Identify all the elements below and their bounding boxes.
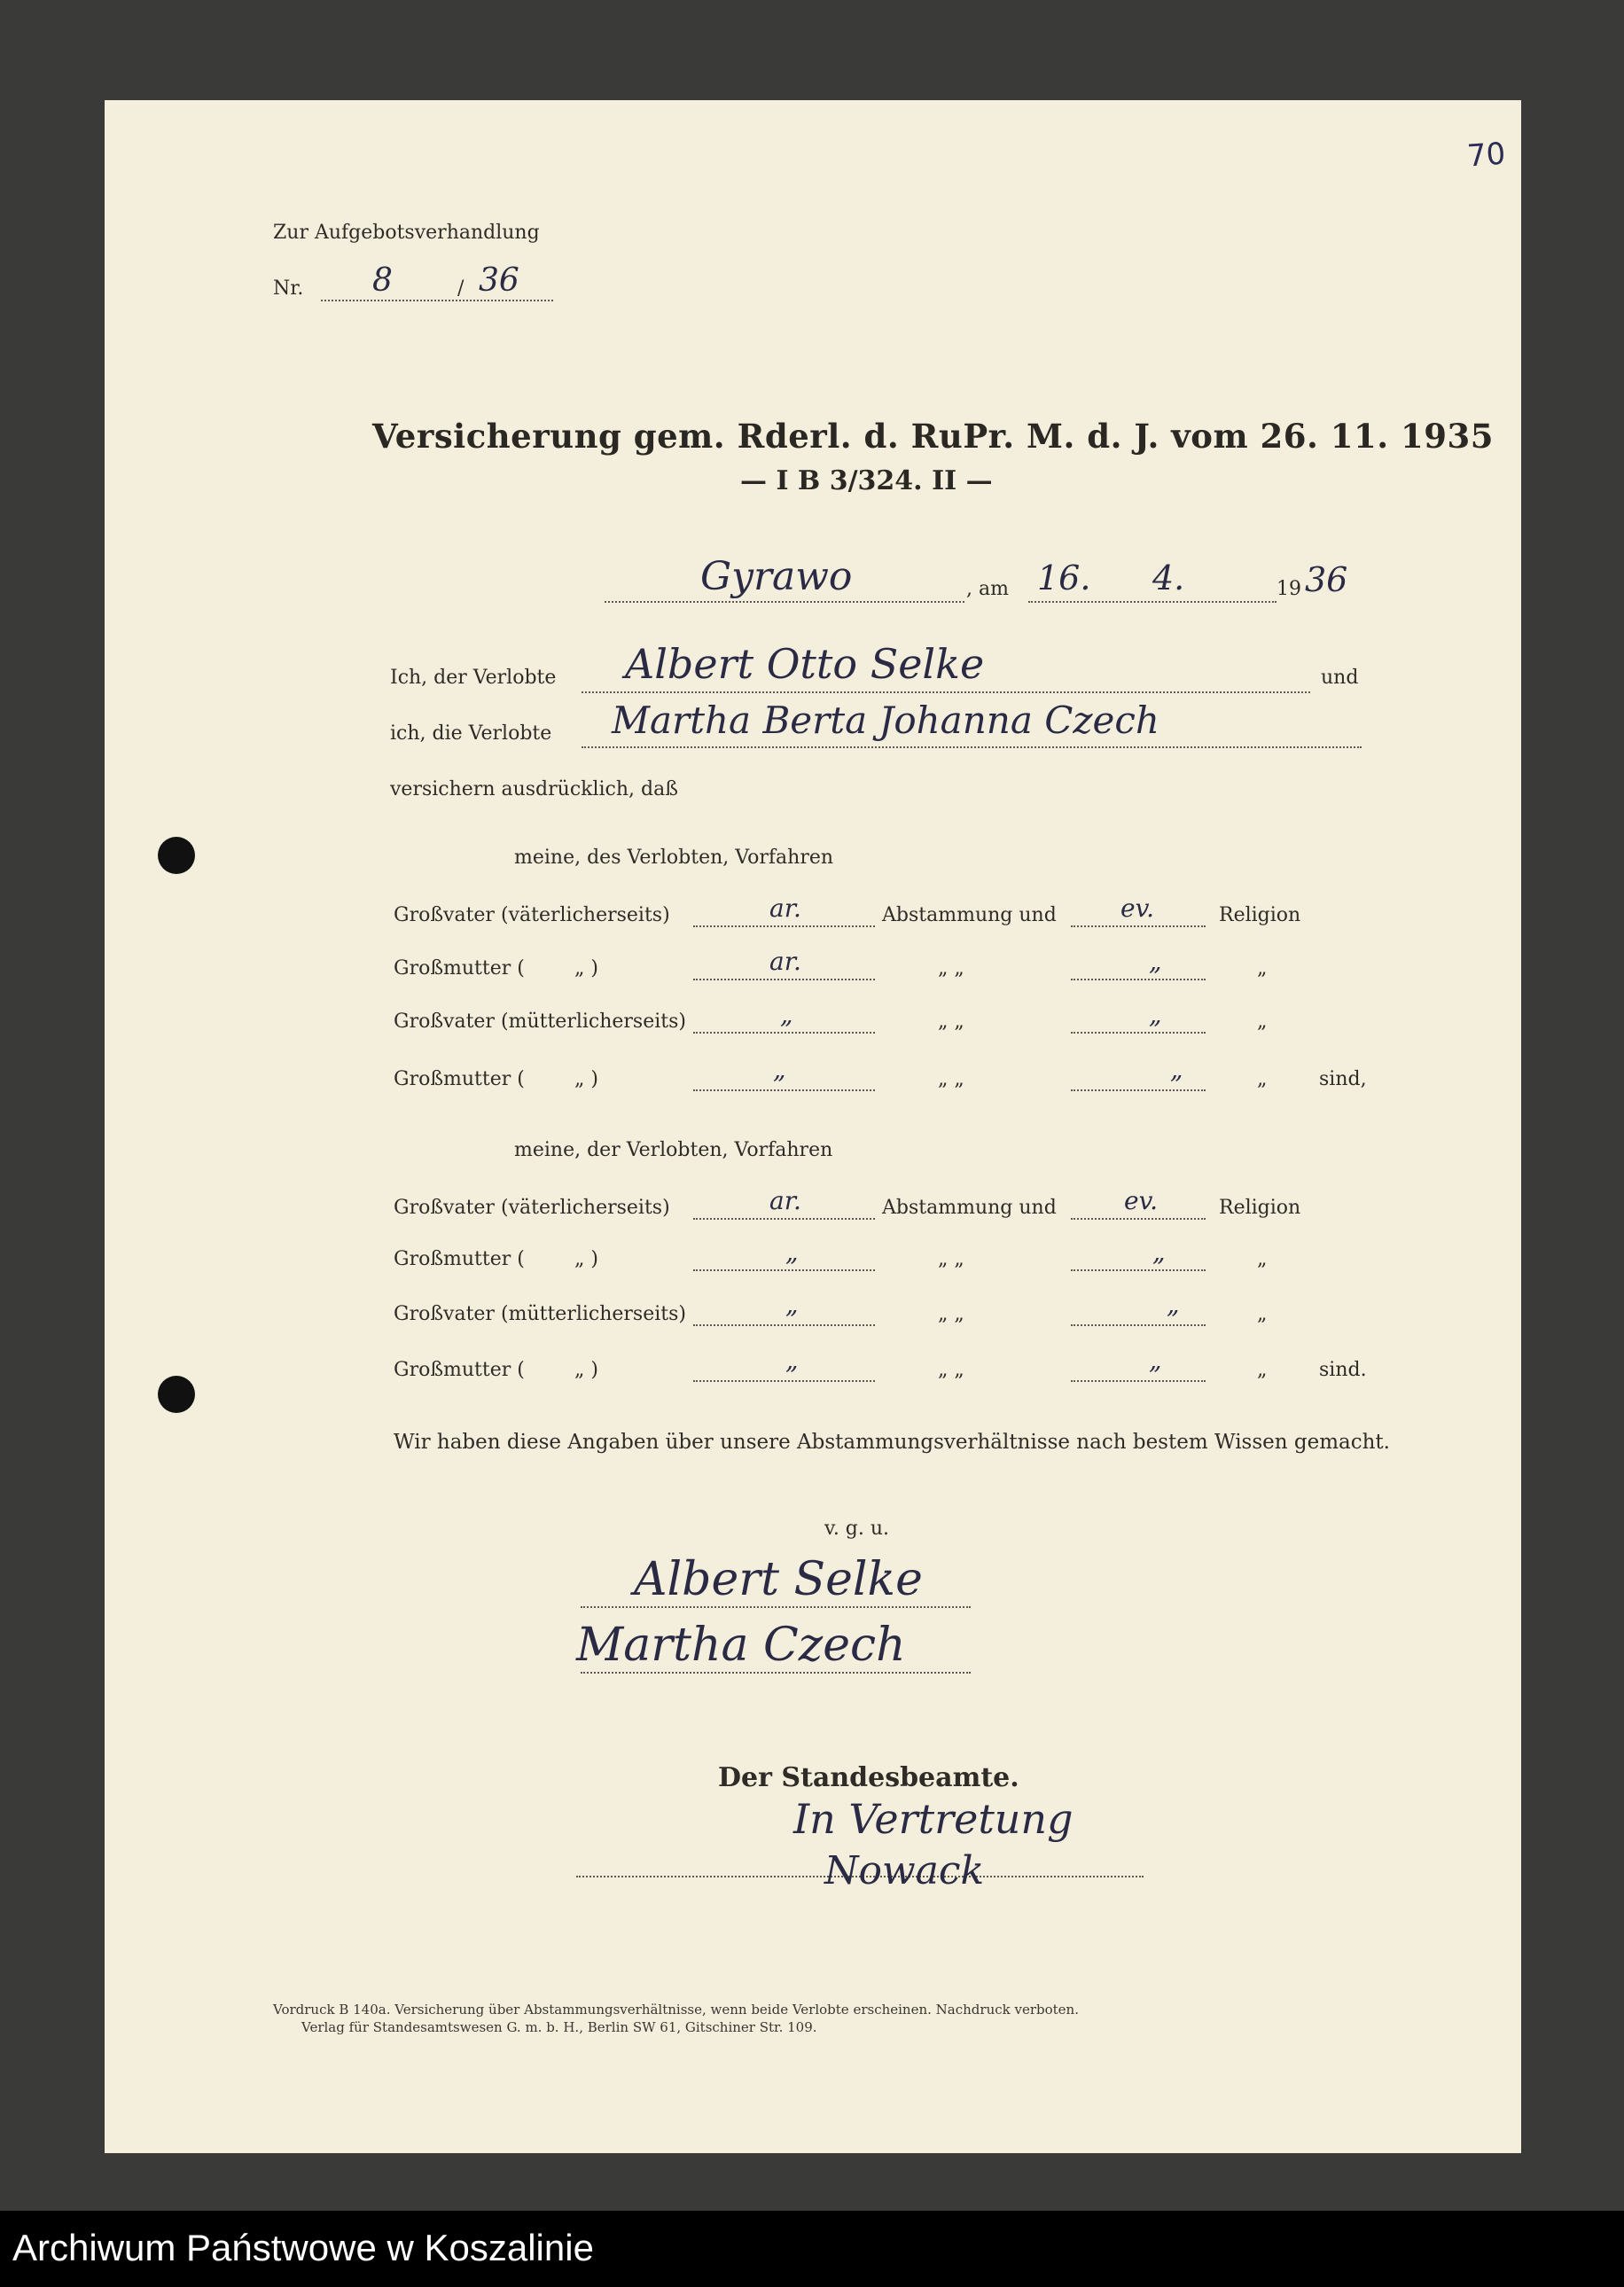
groom-gm-maternal-side: „ ) — [574, 1068, 598, 1090]
punch-hole-bottom — [158, 1376, 195, 1413]
registrar-signature: Nowack — [824, 1848, 985, 1893]
punch-hole-top — [158, 837, 195, 874]
bride-gf-maternal-side: (mütterlicherseits) — [501, 1303, 686, 1325]
bride-signature-line — [581, 1672, 971, 1674]
groom-gf-paternal-col2: Religion — [1219, 904, 1301, 926]
groom-gf-maternal-col1: „ „ — [938, 1011, 964, 1033]
groom-ancestors-suffix: sind, — [1319, 1068, 1367, 1090]
groom-gf-paternal-religion: ev. — [1120, 894, 1154, 923]
groom-gm-paternal-col2: „ — [1257, 957, 1268, 980]
date-year-prefix: 19 — [1277, 578, 1301, 600]
bride-gf-paternal-descent-line — [693, 1218, 875, 1220]
groom-ancestors-heading: meine, des Verlobten, Vorfahren — [514, 847, 834, 869]
bride-gf-paternal-religion: ev. — [1124, 1186, 1158, 1215]
groom-gf-maternal-side: (mütterlicherseits) — [501, 1011, 686, 1033]
groom-gf-paternal-side: (väterlicherseits) — [501, 904, 670, 926]
groom-gf-maternal-col2: „ — [1257, 1011, 1268, 1033]
bride-gm-maternal-col1: „ „ — [938, 1359, 964, 1381]
groom-label: Ich, der Verlobte — [390, 667, 557, 689]
groom-gf-paternal-col1: Abstammung und — [882, 904, 1057, 926]
groom-gm-paternal-descent: ar. — [769, 947, 801, 976]
groom-line — [582, 691, 1310, 693]
groom-gf-maternal-descent: „ — [780, 1000, 793, 1029]
vgu-label: v. g. u. — [824, 1518, 890, 1540]
bride-gf-maternal-religion: „ — [1167, 1290, 1180, 1319]
form-footer-line2: Verlag für Standesamtswesen G. m. b. H., Berlin SW 61, Gitschiner Str. 109. — [301, 2019, 817, 2035]
groom-gm-maternal-col2: „ — [1257, 1068, 1268, 1090]
groom-gm-paternal-col1: „ „ — [938, 957, 964, 980]
bride-gm-maternal-side: „ ) — [574, 1359, 598, 1381]
bride-gm-paternal-descent: „ — [785, 1237, 799, 1267]
registrar-label: Der Standesbeamte. — [718, 1762, 1019, 1793]
and-label: und — [1321, 667, 1359, 689]
bride-gm-maternal-descent: „ — [785, 1346, 799, 1375]
bride-gm-paternal-col1: „ „ — [938, 1248, 964, 1270]
bride-gf-paternal-col1: Abstammung und — [882, 1197, 1057, 1219]
date-month: 4. — [1152, 558, 1185, 597]
bride-gm-maternal-descent-line — [693, 1380, 875, 1382]
bride-gm-maternal-col2: „ — [1257, 1359, 1268, 1381]
groom-gm-maternal-religion: „ — [1170, 1055, 1183, 1084]
groom-gm-paternal-descent-line — [693, 979, 875, 980]
bride-ancestors-heading: meine, der Verlobten, Vorfahren — [514, 1139, 833, 1161]
date-am-label: , am — [966, 578, 1009, 600]
document-title-reference: — I B 3/324. II — — [740, 465, 993, 496]
groom-signature-line — [581, 1606, 971, 1608]
bride-gm-paternal-col2: „ — [1257, 1248, 1268, 1270]
place-line — [605, 601, 964, 603]
bride-gf-paternal-descent: ar. — [769, 1186, 801, 1215]
groom-gm-paternal-religion: „ — [1149, 947, 1162, 976]
groom-gm-maternal-col1: „ „ — [938, 1068, 964, 1090]
bride-name: Martha Berta Johanna Czech — [612, 699, 1159, 742]
bride-line — [582, 746, 1362, 748]
bride-gf-paternal-religion-line — [1071, 1218, 1206, 1220]
groom-gf-maternal-descent-line — [693, 1032, 875, 1034]
groom-gm-maternal-religion-line — [1071, 1089, 1206, 1091]
number-label: Nr. — [273, 277, 304, 300]
document-page — [105, 100, 1521, 2153]
document-title: Versicherung gem. Rderl. d. RuPr. M. d. J. vom 26. 11. 1935 — [372, 417, 1494, 456]
bride-gf-paternal-col2: Religion — [1219, 1197, 1301, 1219]
place-value: Gyrawo — [700, 554, 853, 599]
groom-gf-paternal-descent-line — [693, 925, 875, 927]
date-line — [1028, 601, 1277, 603]
number-slash: / — [457, 277, 465, 300]
bride-gm-paternal-religion-line — [1071, 1269, 1206, 1271]
bride-gm-maternal-label: Großmutter ( — [394, 1359, 525, 1381]
form-footer-line1: Vordruck B 140a. Versicherung über Abstammungsverhältnisse, wenn beide Verlobte erscheinen. Nachdruck verboten. — [273, 2002, 1079, 2018]
groom-gf-paternal-label: Großvater — [394, 904, 495, 926]
bride-signature: Martha Czech — [576, 1619, 906, 1672]
groom-gf-maternal-label: Großvater — [394, 1011, 495, 1033]
assure-label: versichern ausdrücklich, daß — [390, 778, 678, 800]
statement-text: Wir haben diese Angaben über unsere Abstammungsverhältnisse nach bestem Wissen gemacht. — [394, 1431, 1390, 1454]
date-day: 16. — [1037, 558, 1091, 597]
groom-gm-maternal-descent-line — [693, 1089, 875, 1091]
bride-gf-paternal-side: (väterlicherseits) — [501, 1197, 670, 1219]
bride-gm-paternal-label: Großmutter ( — [394, 1248, 525, 1270]
groom-name: Albert Otto Selke — [625, 640, 985, 688]
bride-gf-paternal-label: Großvater — [394, 1197, 495, 1219]
groom-gf-paternal-religion-line — [1071, 925, 1206, 927]
bride-gf-maternal-col1: „ „ — [938, 1303, 964, 1325]
registrar-note: In Vertretung — [793, 1795, 1074, 1843]
number-year: 36 — [479, 262, 519, 299]
bride-gf-maternal-descent: „ — [785, 1290, 799, 1319]
groom-gm-maternal-descent: „ — [773, 1055, 786, 1084]
bride-gf-maternal-descent-line — [693, 1324, 875, 1326]
archive-footer-text: Archiwum Państwowe w Koszalinie — [12, 2227, 594, 2268]
bride-label: ich, die Verlobte — [390, 722, 552, 745]
archive-page-number: 70 — [1465, 136, 1507, 175]
groom-gf-paternal-descent: ar. — [769, 894, 801, 923]
bride-gf-maternal-col2: „ — [1257, 1303, 1268, 1325]
bride-ancestors-suffix: sind. — [1319, 1359, 1367, 1381]
date-year-suffix: 36 — [1305, 560, 1348, 599]
groom-gm-maternal-label: Großmutter ( — [394, 1068, 525, 1090]
groom-signature: Albert Selke — [634, 1553, 923, 1606]
number-value: 8 — [372, 262, 393, 299]
bride-gm-paternal-religion: „ — [1152, 1237, 1166, 1267]
bride-gm-paternal-side: „ ) — [574, 1248, 598, 1270]
bride-gf-maternal-religion-line — [1071, 1324, 1206, 1326]
groom-gm-paternal-side: „ ) — [574, 957, 598, 980]
proceeding-label: Zur Aufgebotsverhandlung — [273, 222, 540, 244]
groom-gm-paternal-label: Großmutter ( — [394, 957, 525, 980]
groom-gf-maternal-religion-line — [1071, 1032, 1206, 1034]
groom-gm-paternal-religion-line — [1071, 979, 1206, 980]
bride-gm-paternal-descent-line — [693, 1269, 875, 1271]
groom-gf-maternal-religion: „ — [1149, 1000, 1162, 1029]
bride-gm-maternal-religion: „ — [1149, 1346, 1162, 1375]
bride-gm-maternal-religion-line — [1071, 1380, 1206, 1382]
bride-gf-maternal-label: Großvater — [394, 1303, 495, 1325]
number-line — [321, 300, 553, 301]
